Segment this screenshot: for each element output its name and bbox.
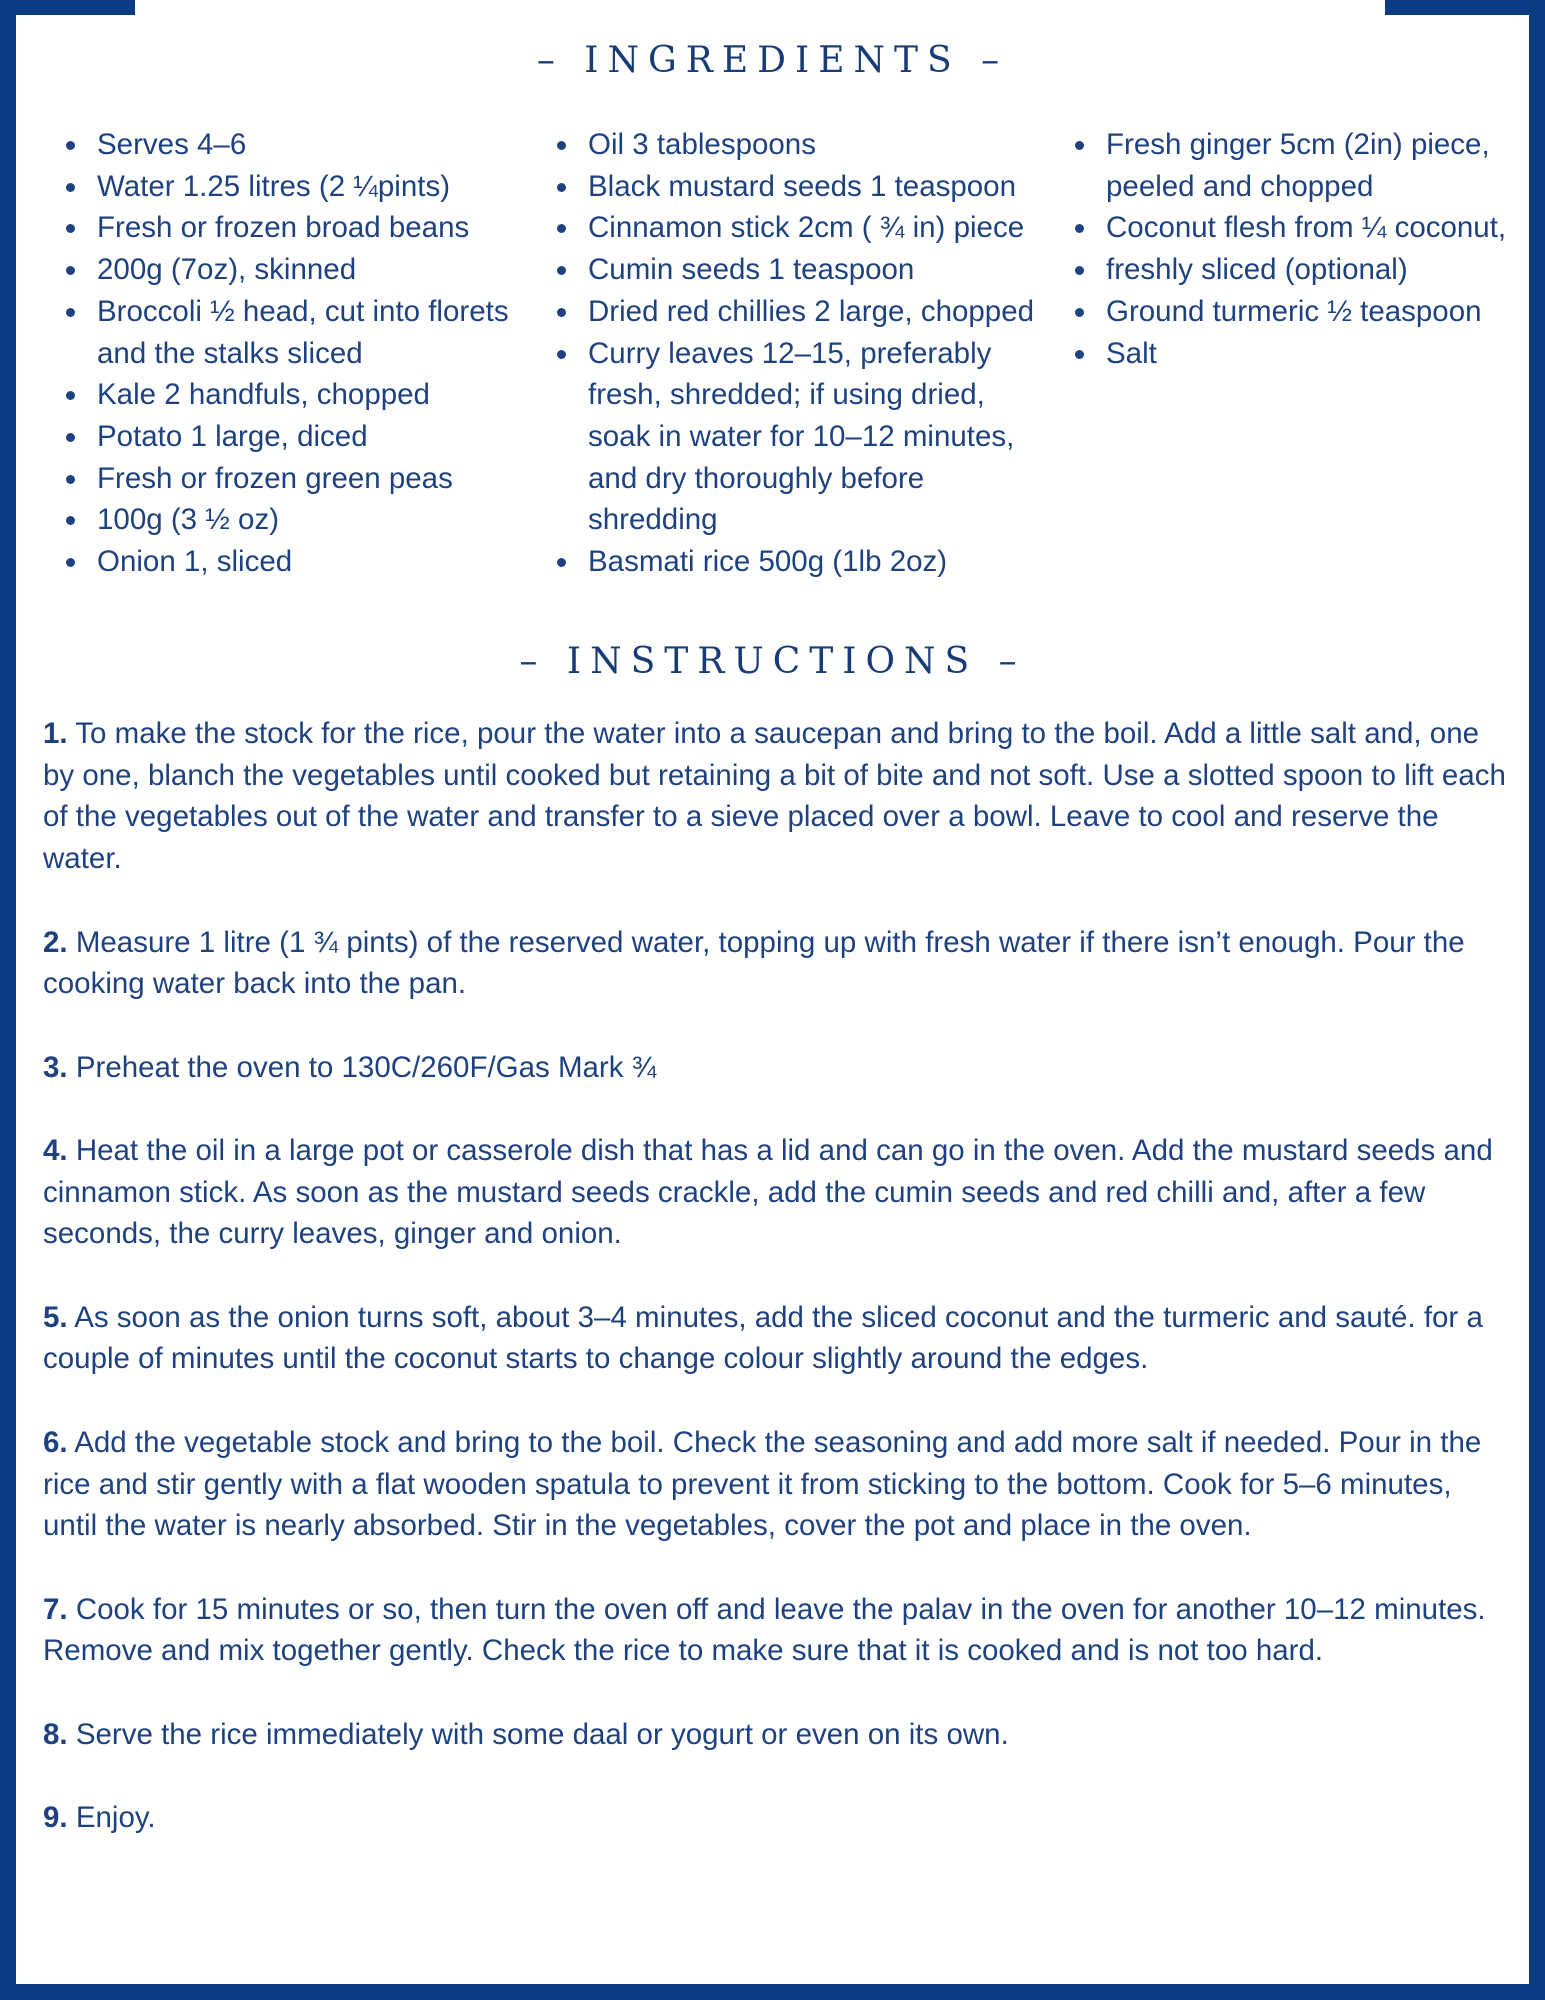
ingredient-item: Ground turmeric ½ teaspoon <box>1072 291 1512 333</box>
ingredient-item: Onion 1, sliced <box>63 541 533 583</box>
instruction-step <box>43 1130 1508 1255</box>
ingredient-item: freshly sliced (optional) <box>1072 249 1512 291</box>
step-text: Serve the rice immediately with some daal or yogurt or even on its own. <box>75 1717 1009 1751</box>
step-number: 7. <box>43 1592 68 1626</box>
ingredient-item: Basmati rice 500g (1lb 2oz) <box>554 541 1054 583</box>
ingredient-item: Cinnamon stick 2cm ( ¾ in) piece <box>554 207 1054 249</box>
frame-left-border <box>0 0 16 2000</box>
step-number: 2. <box>43 925 68 959</box>
step-number: 9. <box>43 1801 68 1835</box>
instruction-step <box>43 1714 1508 1756</box>
ingredient-item: Dried red chillies 2 large, chopped <box>554 291 1054 333</box>
step-text: Measure 1 litre (1 ¾ pints) of the reserved water, topping up with fresh water if there isn’t enough. Pour the cooking water back into the pan. <box>43 925 1465 1001</box>
ingredient-item: Coconut flesh from ¼ coconut, <box>1072 207 1512 249</box>
step-text: Cook for 15 minutes or so, then turn the oven off and leave the palav in the oven for another 10–12 minutes. Remove and mix together gently. Check the rice to make sure that it is cooked and is not too hard. <box>43 1592 1486 1668</box>
ingredient-item: Salt <box>1072 333 1512 375</box>
step-text: Preheat the oven to 130C/260F/Gas Mark ¾ <box>75 1050 657 1084</box>
frame-top-left-tab <box>0 0 135 15</box>
ingredients-column-2 <box>554 124 1054 583</box>
ingredient-item: Kale 2 handfuls, chopped <box>63 374 533 416</box>
ingredients-column-3 <box>1072 124 1512 374</box>
instruction-step <box>43 1422 1508 1547</box>
ingredient-item: Curry leaves 12–15, preferably fresh, shredded; if using dried, soak in water for 10–12 minutes, and dry thoroughly before shredding <box>554 333 1054 542</box>
ingredient-item: Serves 4–6 <box>63 124 533 166</box>
instruction-step <box>43 713 1508 880</box>
frame-right-border <box>1529 0 1545 2000</box>
step-text: As soon as the onion turns soft, about 3–4 minutes, add the sliced coconut and the turmeric and sauté. for a couple of minutes until the coconut starts to change colour slightly around the edges. <box>43 1300 1483 1376</box>
step-text: Enjoy. <box>75 1801 156 1835</box>
ingredient-item: Black mustard seeds 1 teaspoon <box>554 166 1054 208</box>
step-number: 1. <box>43 717 68 750</box>
instruction-step <box>43 922 1508 1005</box>
ingredient-item: Water 1.25 litres (2 ¼pints) <box>63 166 533 208</box>
ingredients-column-1 <box>63 124 533 583</box>
frame-bottom-border <box>0 1984 1545 2000</box>
instruction-step <box>43 1047 1508 1089</box>
step-number: 8. <box>43 1717 68 1751</box>
frame-top-right-tab <box>1385 0 1545 15</box>
step-number: 6. <box>43 1425 68 1459</box>
ingredient-item: Fresh or frozen broad beans <box>63 207 533 249</box>
step-number: 3. <box>43 1050 68 1084</box>
ingredients-heading: – INGREDIENTS – <box>536 40 1009 81</box>
step-text: To make the stock for the rice, pour the water into a saucepan and bring to the boil. Add a little salt and, one by one, blanch the vegetables until cooked but retaining a bit of bite and not soft. Use a slotted spoon to lift each of the vegetables out of the water and transfer to a sieve placed over a bowl. Leave to cool and reserve the water. <box>43 717 1506 876</box>
ingredient-item: Oil 3 tablespoons <box>554 124 1054 166</box>
instructions-list <box>43 713 1508 1881</box>
ingredient-item: 200g (7oz), skinned <box>63 249 533 291</box>
step-number: 5. <box>43 1300 68 1334</box>
ingredient-item: Cumin seeds 1 teaspoon <box>554 249 1054 291</box>
instruction-step <box>43 1589 1508 1672</box>
step-text: Heat the oil in a large pot or casserole dish that has a lid and can go in the oven. Add the mustard seeds and cinnamon stick. As soon as the mustard seeds crackle, add the cumin seeds and red chilli and, after a few seconds, the curry leaves, ginger and onion. <box>43 1133 1493 1251</box>
ingredient-item: Broccoli ½ head, cut into florets and the stalks sliced <box>63 291 533 374</box>
step-number: 4. <box>43 1133 68 1167</box>
ingredient-item: Potato 1 large, diced <box>63 416 533 458</box>
step-text: Add the vegetable stock and bring to the boil. Check the seasoning and add more salt if needed. Pour in the rice and stir gently with a flat wooden spatula to prevent it from sticking to the bottom. Cook for 5–6 minutes, until the water is nearly absorbed. Stir in the vegetables, cover the pot and place in the oven. <box>43 1425 1482 1543</box>
ingredient-item: 100g (3 ½ oz) <box>63 499 533 541</box>
instruction-step <box>43 1297 1508 1380</box>
instructions-heading: – INSTRUCTIONS – <box>519 641 1026 682</box>
ingredient-item: Fresh or frozen green peas <box>63 458 533 500</box>
ingredient-item: Fresh ginger 5cm (2in) piece, peeled and chopped <box>1072 124 1512 207</box>
instruction-step <box>43 1797 1508 1839</box>
